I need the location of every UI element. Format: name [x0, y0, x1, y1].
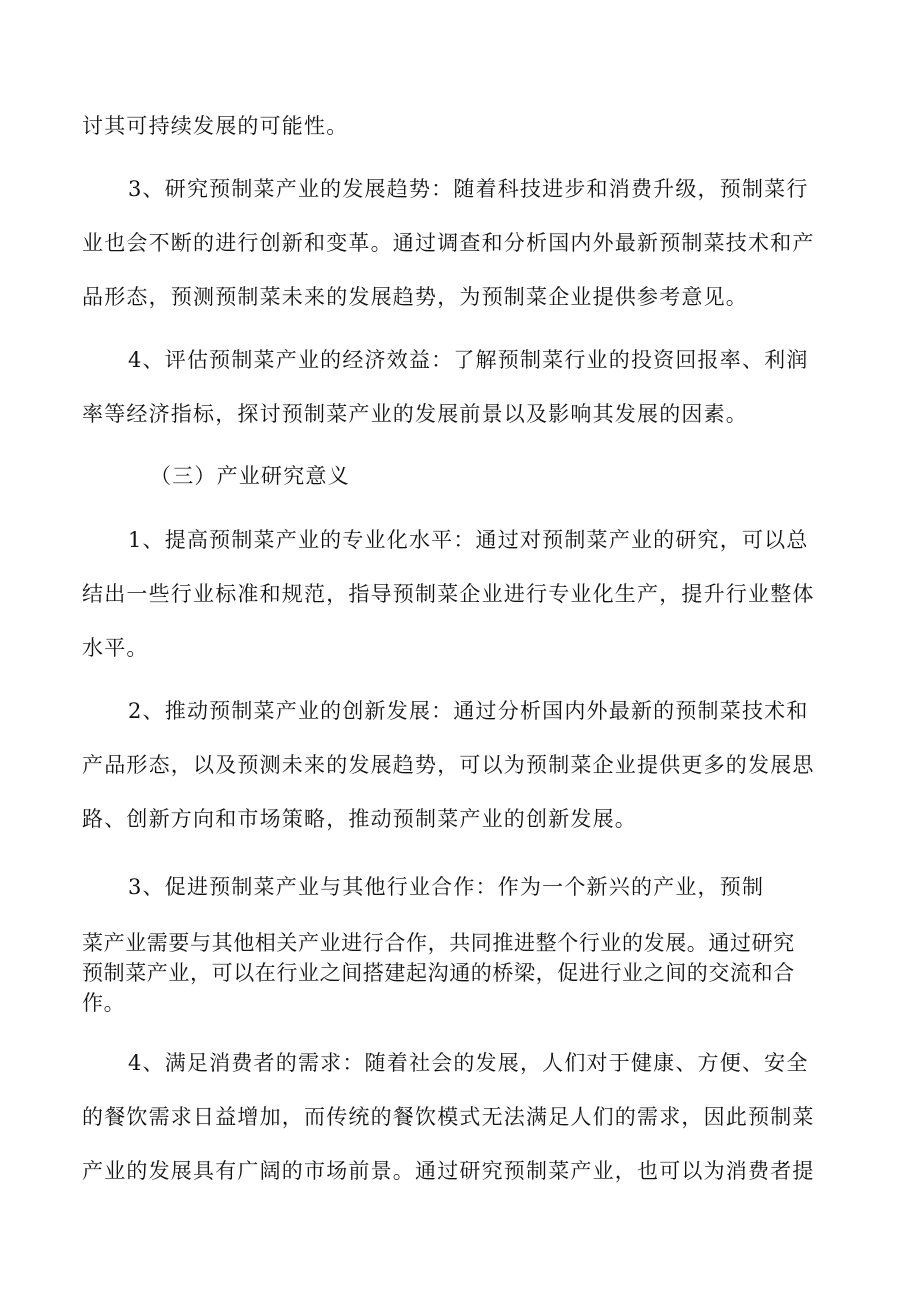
paragraph-line: 4、评估预制菜产业的经济效益：了解预制菜行业的投资回报率、利润 [128, 348, 809, 372]
paragraph-line: 产品形态，以及预测未来的发展趋势，可以为预制菜企业提供更多的发展思 [82, 753, 815, 777]
paragraph-line: 的餐饮需求日益增加，而传统的餐饮模式无法满足人们的需求，因此预制菜 [82, 1105, 815, 1129]
paragraph-line: 作。 [82, 991, 126, 1015]
paragraph-line: 3、研究预制菜产业的发展趋势：随着科技进步和消费升级，预制菜行 [128, 177, 809, 201]
paragraph-line: 菜产业需要与其他相关产业进行合作，共同推进整个行业的发展。通过研究 [82, 931, 795, 955]
paragraph-line: 1、提高预制菜产业的专业化水平：通过对预制菜产业的研究，可以总 [128, 528, 809, 552]
paragraph-line: 品形态，预测预制菜未来的发展趋势，为预制菜企业提供参考意见。 [82, 285, 748, 309]
paragraph-line: 产业的发展具有广阔的市场前景。通过研究预制菜产业，也可以为消费者提 [82, 1159, 815, 1183]
paragraph-line: 预制菜产业，可以在行业之间搭建起沟通的桥梁，促进行业之间的交流和合 [82, 961, 795, 985]
paragraph-line: 路、创新方向和市场策略，推动预制菜产业的创新发展。 [82, 807, 637, 831]
paragraph-line: 讨其可持续发展的可能性。 [82, 114, 349, 138]
paragraph-line: 结出一些行业标准和规范，指导预制菜企业进行专业化生产，提升行业整体 [82, 582, 815, 606]
paragraph-line: 水平。 [82, 636, 149, 660]
paragraph-line: 3、促进预制菜产业与其他行业合作：作为一个新兴的产业，预制 [128, 875, 765, 899]
paragraph-line: 业也会不断的进行创新和变革。通过调查和分析国内外最新预制菜技术和产 [82, 231, 815, 255]
section-heading: （三）产业研究意义 [150, 464, 350, 488]
paragraph-line: 率等经济指标，探讨预制菜产业的发展前景以及影响其发展的因素。 [82, 402, 748, 426]
paragraph-line: 4、满足消费者的需求：随着社会的发展，人们对于健康、方便、安全 [128, 1051, 809, 1075]
paragraph-line: 2、推动预制菜产业的创新发展：通过分析国内外最新的预制菜技术和 [128, 699, 809, 723]
